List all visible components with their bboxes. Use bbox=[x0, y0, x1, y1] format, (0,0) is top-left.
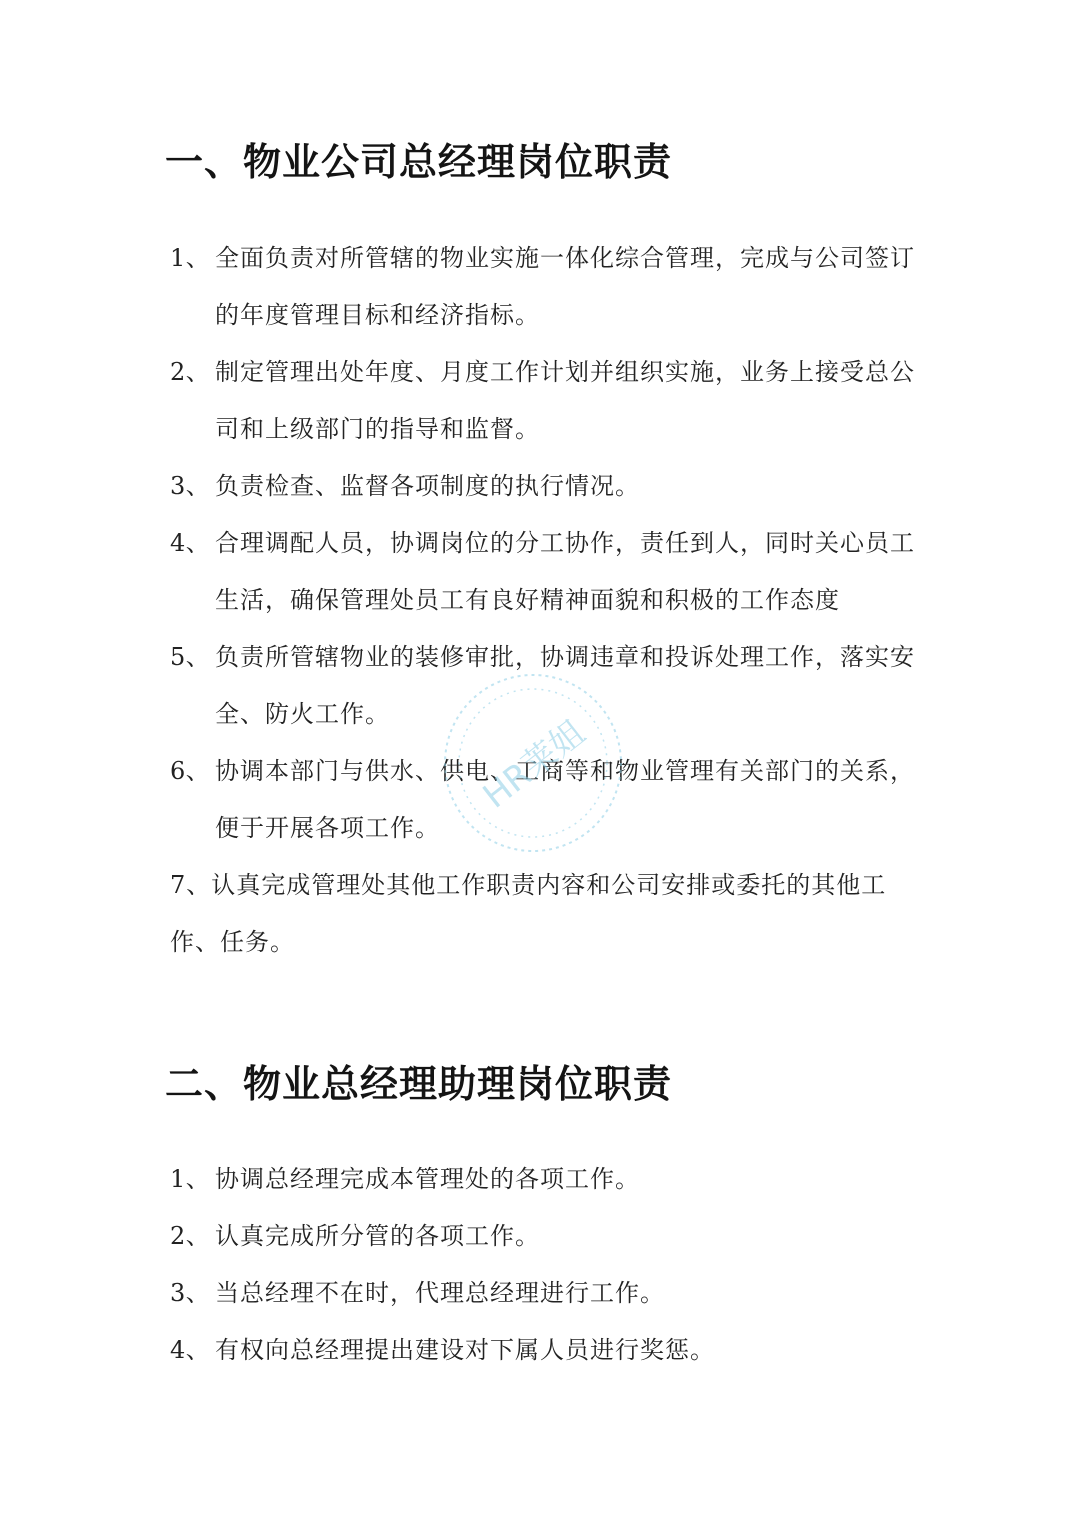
list-item bbox=[165, 230, 925, 344]
item-text: 认真完成所分管的各项工作。 bbox=[215, 1222, 540, 1250]
item-number: 3、 bbox=[170, 1279, 211, 1307]
item-text: 协调本部门与供水、供电、工商等和物业管理有关部门的关系，便于开展各项工作。 bbox=[215, 757, 915, 842]
item-text: 合理调配人员，协调岗位的分工协作，责任到人，同时关心员工生活，确保管理处员工有良好精神面貌和积极的工作态度 bbox=[215, 529, 915, 614]
item-text: 认真完成管理处其他工作职责内容和公司安排或委托的其他工作、任务。 bbox=[170, 871, 887, 956]
section-1-title: 一、物业公司总经理岗位职责 bbox=[165, 140, 673, 184]
item-number: 7、 bbox=[170, 871, 212, 899]
item-text: 负责所管辖物业的装修审批，协调违章和投诉处理工作，落实安全、防火工作。 bbox=[215, 643, 915, 728]
item-text: 负责检查、监督各项制度的执行情况。 bbox=[215, 472, 640, 500]
item-number: 1、 bbox=[170, 1165, 211, 1193]
list-item bbox=[165, 1151, 925, 1208]
list-item bbox=[165, 857, 925, 971]
watermark-text: HR莱姐 bbox=[475, 712, 593, 817]
item-number: 6、 bbox=[170, 757, 211, 785]
section-2-title: 二、物业总经理助理岗位职责 bbox=[165, 1062, 673, 1106]
item-number: 2、 bbox=[170, 1222, 211, 1250]
section-1-duty-list bbox=[165, 230, 925, 971]
item-text: 当总经理不在时，代理总经理进行工作。 bbox=[215, 1279, 665, 1307]
item-number: 4、 bbox=[170, 529, 211, 557]
section-2-duty-list bbox=[165, 1151, 925, 1379]
watermark-stamp-icon bbox=[438, 668, 628, 858]
list-item bbox=[165, 1322, 925, 1379]
item-number: 5、 bbox=[170, 643, 211, 671]
list-item bbox=[165, 458, 925, 515]
item-text: 有权向总经理提出建设对下属人员进行奖惩。 bbox=[215, 1336, 715, 1364]
list-item bbox=[165, 1208, 925, 1265]
item-text: 制定管理出处年度、月度工作计划并组织实施，业务上接受总公司和上级部门的指导和监督。 bbox=[215, 358, 915, 443]
item-text: 协调总经理完成本管理处的各项工作。 bbox=[215, 1165, 640, 1193]
item-text: 全面负责对所管辖的物业实施一体化综合管理，完成与公司签订的年度管理目标和经济指标。 bbox=[215, 244, 915, 329]
item-number: 1、 bbox=[170, 244, 211, 272]
list-item bbox=[165, 515, 925, 629]
list-item bbox=[165, 1265, 925, 1322]
item-number: 4、 bbox=[170, 1336, 211, 1364]
item-number: 3、 bbox=[170, 472, 211, 500]
item-number: 2、 bbox=[170, 358, 211, 386]
list-item bbox=[165, 344, 925, 458]
